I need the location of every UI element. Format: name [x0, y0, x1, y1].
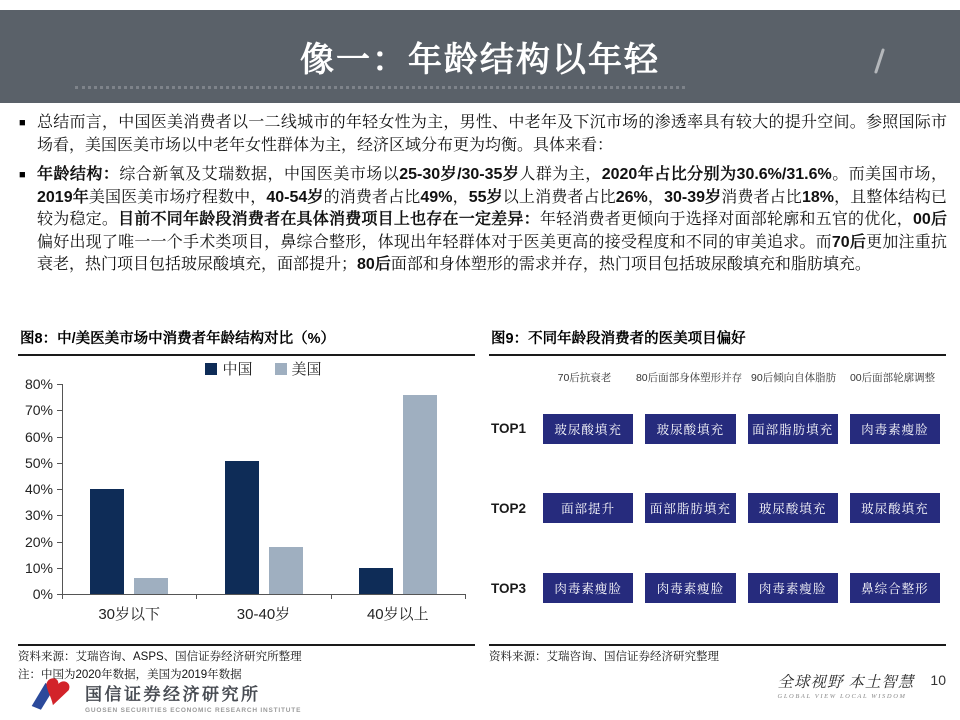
project-cell	[850, 573, 940, 603]
y-tick-label: 70%	[24, 402, 53, 419]
legend-item	[275, 358, 322, 379]
project-cell	[645, 573, 735, 603]
bullet-marker: ■	[19, 169, 26, 181]
project-cell-label: 面部脂肪填充	[752, 422, 834, 437]
y-tick-label: 80%	[24, 376, 53, 392]
project-cell-label: 面部提升	[561, 502, 616, 517]
institute-name-cn: 国信证券经济研究所	[85, 684, 261, 704]
page-number: 10	[930, 672, 946, 688]
erased-text-artifact	[75, 86, 685, 89]
y-tick-mark	[57, 410, 62, 411]
y-tick-label: 50%	[24, 454, 53, 471]
y-tick-label: 10%	[24, 559, 53, 576]
age-group-header: 70后抗衰老	[557, 372, 612, 384]
page-title: 像一：年龄结构以年轻	[300, 42, 660, 79]
text-segment: ，	[452, 188, 469, 206]
chart-bar	[225, 461, 259, 594]
legend-label: 中国	[222, 361, 253, 378]
bullet-marker: ■	[19, 117, 26, 129]
age-group-header: 90后倾向自体脂肪	[751, 372, 837, 384]
text-segment: 。而美国市场，	[831, 166, 947, 183]
bold-segment: 年龄结构：	[37, 166, 120, 183]
fig9-rows	[489, 385, 946, 642]
fig9-grid	[489, 356, 946, 642]
project-cell-label: 鼻综合整形	[861, 582, 929, 597]
figure9-title: 图9：不同年龄段消费者的医美项目偏好	[489, 323, 946, 356]
project-cell-label: 肉毒素瘦脸	[861, 422, 929, 437]
project-cell	[543, 573, 633, 603]
y-tick-mark	[57, 437, 62, 438]
rank-label: TOP2	[491, 500, 527, 516]
figure9-source: 资料来源：艾瑞咨询、国信证券经济研究整理	[489, 651, 719, 663]
slogan-text	[778, 670, 915, 700]
legend-label: 美国	[291, 361, 322, 378]
figures-row	[18, 323, 946, 685]
legend-item	[205, 358, 252, 379]
bold-segment: 00后	[912, 211, 947, 228]
y-tick-label: 60%	[24, 428, 53, 445]
summary-list	[19, 112, 947, 284]
project-cell	[748, 493, 838, 523]
x-tick-mark	[62, 594, 63, 599]
bold-segment: 2020年占比分别为30.6%/31.6%	[601, 166, 832, 183]
project-cell	[645, 493, 735, 523]
text-segment: 总结而言，中国医美消费者以一二线城市的年轻女性为主，男性、中老年及下沉市场的渗透率具有较大的提升空间。参照国际市场看，美国医美市场以中老年女性群体为主，经济区域分布更为均衡。具体来看：	[37, 114, 947, 154]
text-segment: 偏好出现了唯一一个手术类项目，鼻综合整形，体现出年轻群体对于医美更高的接受程度和不同的审美追求。而	[37, 233, 832, 251]
chart-legend	[62, 358, 465, 379]
project-cell	[543, 414, 633, 444]
text-segment: 人群为主，	[519, 166, 602, 183]
x-axis-label: 30岁以下	[98, 606, 160, 623]
bold-segment: 目前不同年龄段消费者在具体消费项目上也存在一定差异：	[118, 211, 540, 228]
figure8-panel	[18, 323, 475, 685]
bullet-text	[37, 164, 947, 277]
bold-segment: 26%	[615, 188, 648, 206]
rank-label: TOP1	[491, 421, 527, 437]
bold-segment: 2019年	[37, 188, 89, 206]
footer-slogan	[778, 670, 946, 700]
project-cell-label: 玻尿酸填充	[554, 422, 622, 437]
bold-segment: 40-54岁	[266, 188, 324, 206]
project-cell-label: 肉毒素瘦脸	[758, 582, 827, 597]
project-cell	[645, 414, 735, 444]
fig9-row	[489, 414, 946, 444]
project-cell	[850, 414, 940, 444]
bold-segment: 80后	[357, 256, 391, 273]
project-cell	[543, 493, 633, 523]
bold-segment: 18%	[801, 188, 834, 206]
legend-swatch	[205, 363, 217, 375]
chart-bar	[403, 395, 437, 595]
y-tick-label: 20%	[24, 533, 53, 550]
bold-segment: 25-30岁/30-35岁	[399, 166, 520, 183]
slogan-cn: 全球视野 本土智慧	[777, 674, 915, 691]
figure9-footer	[489, 644, 946, 667]
figure9-panel	[489, 323, 946, 667]
y-tick-mark	[57, 568, 62, 569]
project-cell	[748, 414, 838, 444]
x-axis-label: 30-40岁	[236, 606, 291, 623]
y-tick-mark	[57, 515, 62, 516]
project-cell-label: 玻尿酸填充	[861, 502, 929, 517]
bullet-text	[37, 112, 947, 157]
text-segment: 更加注重抗衰老，热门项目包括玻尿酸填充，面部提升；	[37, 233, 947, 273]
project-cell	[748, 573, 838, 603]
rank-label: TOP3	[491, 580, 527, 596]
age-group-header: 80后面部身体塑形并存	[635, 372, 743, 384]
text-segment: 以上消费者占比	[502, 188, 616, 206]
text-segment: 面部和身体塑形的需求并存，热门项目包括玻尿酸填充和脂肪填充。	[390, 256, 871, 273]
figure8-note: 注：中国为2020年数据，美国为2019年数据	[18, 668, 242, 681]
project-cell	[850, 493, 940, 523]
text-segment: 消费者占比	[721, 188, 802, 206]
summary-bullet	[19, 164, 947, 277]
figure8-title: 图8：中/美医美市场中消费者年龄结构对比（%）	[18, 323, 475, 356]
fig9-headers	[535, 370, 942, 385]
text-segment: 美国医美市场疗程数中，	[88, 188, 267, 206]
fig9-row	[489, 573, 946, 603]
x-tick-mark	[331, 594, 332, 599]
figure8-source: 资料来源：艾瑞咨询、ASPS、国信证券经济研究所整理	[18, 651, 302, 663]
chart-bar	[359, 568, 393, 594]
project-cell-label: 玻尿酸填充	[758, 502, 827, 517]
chart-bar	[90, 489, 124, 594]
project-cell-label: 面部脂肪填充	[649, 502, 731, 517]
y-tick-mark	[57, 542, 62, 543]
header-band	[0, 10, 960, 103]
institute-logo-text	[85, 680, 301, 714]
chart-bar	[269, 547, 303, 594]
slogan-en: GLOBAL VIEW LOCAL WISDOM	[777, 693, 907, 700]
x-axis-label: 40岁以上	[366, 606, 429, 623]
institute-name-en: GUOSEN SECURITIES ECONOMIC RESEARCH INSTITUTE	[85, 706, 302, 714]
bold-segment: 55岁	[468, 188, 503, 206]
fig9-row	[489, 493, 946, 523]
y-tick-label: 30%	[24, 507, 53, 524]
text-segment: 年轻消费者更倾向于选择对面部轮廓和五官的优化，	[539, 211, 913, 228]
text-segment: ，	[647, 188, 665, 206]
x-tick-mark	[196, 594, 197, 599]
bold-segment: 30-39岁	[664, 188, 722, 206]
bold-segment: 70后	[831, 233, 867, 251]
legend-swatch	[275, 363, 287, 375]
institute-logo	[28, 676, 301, 717]
text-segment: 综合新氧及艾瑞数据，中国医美市场以	[119, 166, 400, 183]
project-cell-label: 玻尿酸填充	[656, 422, 725, 437]
chart-bar	[134, 578, 168, 594]
project-cell-label: 肉毒素瘦脸	[656, 582, 725, 597]
text-segment: 的消费者占比	[323, 188, 421, 206]
y-tick-label: 40%	[24, 481, 53, 497]
text-segment: ，且整体结构已较为稳定。	[37, 188, 947, 228]
y-tick-mark	[57, 463, 62, 464]
fig8-chart	[18, 356, 475, 642]
bold-segment: 49%	[420, 188, 453, 206]
guosen-logo-icon	[28, 676, 76, 717]
y-tick-mark	[57, 384, 62, 385]
y-tick-mark	[57, 489, 62, 490]
age-group-header: 00后面部轮廓调整	[849, 372, 936, 384]
project-cell-label: 肉毒素瘦脸	[554, 582, 622, 597]
summary-bullet	[19, 112, 947, 157]
x-tick-mark	[465, 594, 466, 599]
y-tick-label: 0%	[32, 586, 53, 602]
